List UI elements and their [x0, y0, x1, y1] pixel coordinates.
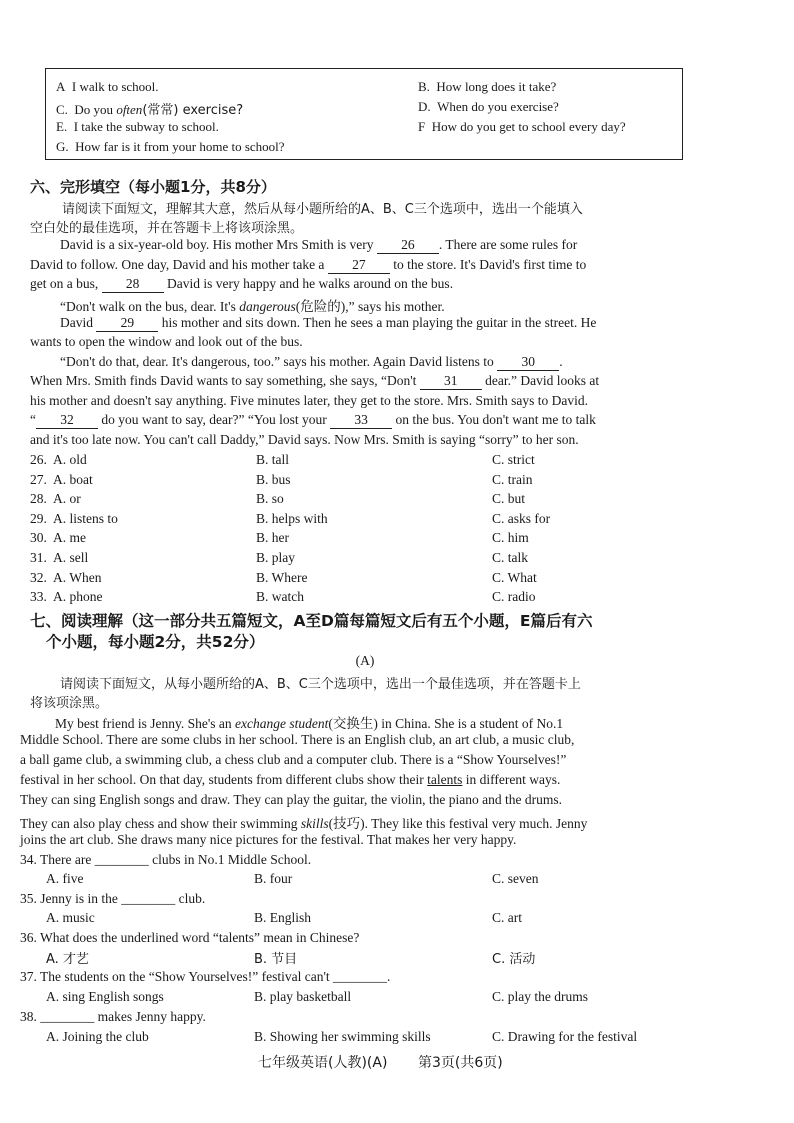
cloze-line-6: wants to open the window and look out of the bus. — [30, 334, 303, 349]
choice-a: A. boat — [53, 472, 93, 487]
choice-number: 30. — [30, 530, 47, 545]
question-stem: 38. ________ makes Jenny happy. — [20, 1009, 206, 1024]
options-box — [45, 68, 683, 160]
choice-c: C. him — [492, 530, 529, 545]
section7-instr-1: 请阅读下面短文，从每小题所给的A、B、C三个选项中，选出一个最佳选项，并在答题卡上 — [60, 677, 581, 692]
choice-b: B. helps with — [256, 511, 328, 526]
question-stem: 37. The students on the “Show Yourselves!” festival can't ________. — [20, 969, 391, 984]
blank-33: 33 — [330, 412, 392, 429]
choice-b: B. her — [256, 530, 289, 545]
reading-line-5: They can sing English songs and draw. They can play the guitar, the violin, the piano and the drums. — [20, 792, 562, 807]
cloze-line-5: David 29 his mother and sits down. Then he sees a man playing the guitar in the street. He — [60, 315, 597, 330]
reading-line-4: festival in her school. On that day, students from different clubs show their talents in different ways. — [20, 772, 561, 787]
option-g: G. How far is it from your home to school? — [56, 139, 285, 154]
option-f: F How do you get to school every day? — [418, 119, 626, 134]
cloze-line-3: get on a bus, 28 David is very happy and he walks around on the bus. — [30, 276, 454, 291]
answer-c: C. Drawing for the festival — [492, 1029, 638, 1044]
option-d: D. When do you exercise? — [418, 99, 559, 114]
answer-b: B. four — [254, 871, 293, 886]
choice-a: A. old — [53, 452, 87, 467]
answer-a: A. 才艺 — [46, 952, 89, 967]
cloze-line-10: “ 32 do you want to say, dear?” “You lost your 33 on the bus. You don't want me to talk — [30, 412, 596, 427]
answer-c: C. seven — [492, 871, 539, 886]
choice-a: A. When — [53, 570, 102, 585]
answer-b: B. 节目 — [254, 952, 298, 967]
answer-b: B. English — [254, 910, 312, 925]
footer-page-number: 第3页(共6页) — [418, 1055, 503, 1071]
choice-number: 33. — [30, 589, 47, 604]
answer-b: B. Showing her swimming skills — [254, 1029, 431, 1044]
answer-b: B. play basketball — [254, 989, 352, 1004]
passage-label: (A) — [355, 653, 375, 668]
blank-26: 26 — [377, 237, 439, 254]
blank-27: 27 — [328, 257, 390, 274]
choice-a: A. me — [53, 530, 86, 545]
section6-heading: 六、完形填空（每小题1分，共8分） — [30, 178, 276, 196]
choice-b: B. watch — [256, 589, 304, 604]
reading-line-2: Middle School. There are some clubs in her school. There is an English club, an art club, a music club, — [20, 732, 575, 747]
cloze-line-4: “Don't walk on the bus, dear. It's dangerous(危险的),” says his mother. — [60, 299, 445, 314]
cloze-line-9: his mother and doesn't say anything. Five minutes later, they get to the store. Mrs. Smith says to David. — [30, 393, 588, 408]
cloze-line-11: and it's too late now. You can't call Daddy,” David says. Now Mrs. Smith is saying “sorry” to her son. — [30, 432, 579, 447]
blank-28: 28 — [102, 276, 164, 293]
choice-a: A. listens to — [53, 511, 118, 526]
choice-number: 29. — [30, 511, 47, 526]
cloze-line-2: David to follow. One day, David and his mother take a 27 to the store. It's David's first time to — [30, 257, 587, 272]
choice-c: C. radio — [492, 589, 536, 604]
choice-c: C. What — [492, 570, 537, 585]
answer-a: A. five — [46, 871, 84, 886]
reading-line-7: joins the art club. She draws many nice pictures for the festival. That makes her very happy. — [20, 832, 517, 847]
section7-instr-2: 将该项涂黑。 — [30, 696, 109, 711]
answer-a: A. Joining the club — [46, 1029, 149, 1044]
choice-number: 26. — [30, 452, 47, 467]
section6-instr-2: 空白处的最佳选项，并在答题卡上将该项涂黑。 — [30, 221, 304, 236]
choice-b: B. play — [256, 550, 295, 565]
section6-instr-1: 请阅读下面短文，理解其大意，然后从每小题所给的A、B、C三个选项中，选出一个能填入 — [62, 202, 583, 217]
question-stem: 34. There are ________ clubs in No.1 Middle School. — [20, 852, 312, 867]
blank-30: 30 — [497, 354, 559, 371]
reading-line-1: My best friend is Jenny. She's an exchange student(交换生) in China. She is a student of No.1 — [55, 716, 564, 731]
choice-b: B. so — [256, 491, 284, 506]
choice-number: 27. — [30, 472, 47, 487]
cloze-line-1: David is a six-year-old boy. His mother Mrs Smith is very 26 . There are some rules for — [60, 237, 578, 252]
answer-c: C. art — [492, 910, 522, 925]
choice-c: C. strict — [492, 452, 535, 467]
choice-a: A. phone — [53, 589, 103, 604]
choice-b: B. bus — [256, 472, 291, 487]
choice-b: B. tall — [256, 452, 289, 467]
answer-a: A. sing English songs — [46, 989, 164, 1004]
choice-a: A. sell — [53, 550, 89, 565]
cloze-line-8: When Mrs. Smith finds David wants to say something, she says, “Don't 31 dear.” David looks at — [30, 373, 600, 388]
section7-heading-2: 个小题，每小题2分，共52分） — [46, 633, 265, 651]
underlined-word: talents — [427, 772, 463, 787]
choice-c: C. but — [492, 491, 526, 506]
cloze-line-7: “Don't do that, dear. It's dangerous, too.” says his mother. Again David listens to 30 . — [60, 354, 563, 369]
answer-c: C. 活动 — [492, 952, 536, 967]
choice-a: A. or — [53, 491, 81, 506]
answer-c: C. play the drums — [492, 989, 588, 1004]
choice-number: 28. — [30, 491, 47, 506]
answer-a: A. music — [46, 910, 95, 925]
choice-number: 32. — [30, 570, 47, 585]
blank-32: 32 — [36, 412, 98, 429]
option-b: B. How long does it take? — [418, 79, 557, 94]
question-stem: 35. Jenny is in the ________ club. — [20, 891, 206, 906]
section7-heading-1: 七、阅读理解（这一部分共五篇短文，A至D篇每篇短文后有五个小题，E篇后有六 — [30, 612, 593, 630]
reading-line-3: a ball game club, a swimming club, a chess club and a computer club. There is a “Show Yourselves!” — [20, 752, 567, 767]
choice-b: B. Where — [256, 570, 308, 585]
choice-c: C. asks for — [492, 511, 551, 526]
choice-c: C. train — [492, 472, 533, 487]
blank-29: 29 — [96, 315, 158, 332]
option-e: E. I take the subway to school. — [56, 119, 219, 134]
question-stem: 36. What does the underlined word “talents” mean in Chinese? — [20, 930, 360, 945]
footer-subject: 七年级英语(人教)(A) — [258, 1055, 388, 1071]
option-c: C. Do you often(常常) exercise? — [56, 102, 244, 118]
reading-line-6: They can also play chess and show their swimming skills(技巧). They like this festival very much. Jenny — [20, 816, 588, 831]
option-a: A I walk to school. — [56, 79, 159, 94]
choice-c: C. talk — [492, 550, 528, 565]
choice-number: 31. — [30, 550, 47, 565]
blank-31: 31 — [420, 373, 482, 390]
